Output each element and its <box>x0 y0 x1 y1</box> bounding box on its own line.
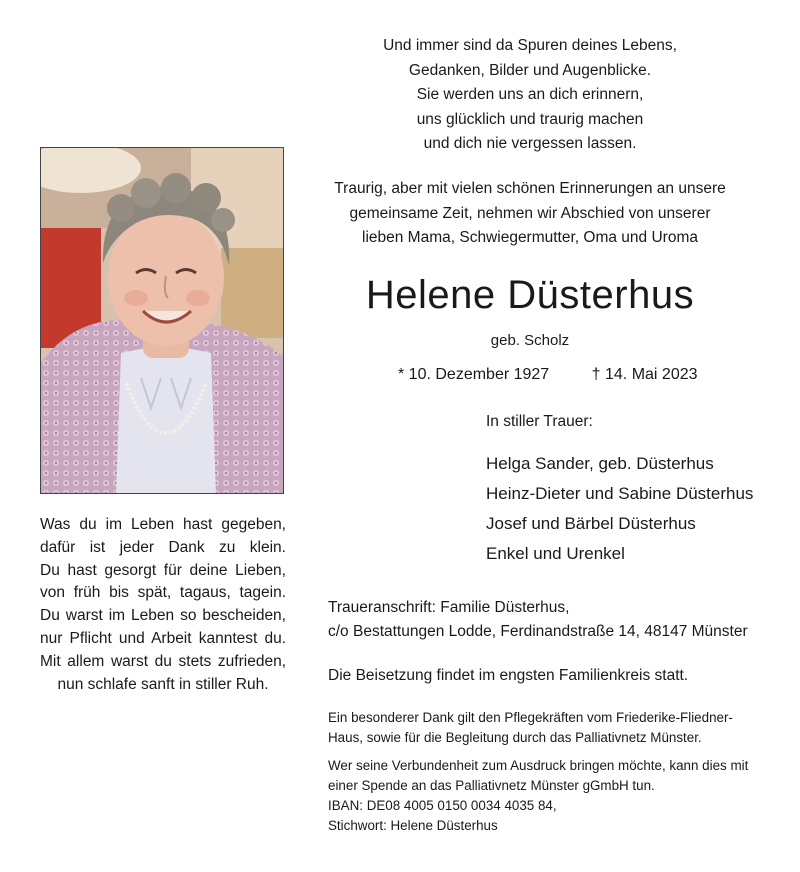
poem-line: nun schlafe sanft in stiller Ruh. <box>57 675 269 693</box>
mourner: Heinz-Dieter und Sabine Düsterhus <box>486 484 754 503</box>
thanks-line: Haus, sowie für die Begleitung durch das Palliativnetz Münster. <box>328 730 702 745</box>
intro-line: Traurig, aber mit vielen schönen Erinnerungen an unsere <box>334 180 726 197</box>
donation-line: einer Spende an das Palliativnetz Münster gGmbH tun. <box>328 778 655 793</box>
burial-notice: Die Beisetzung findet im engsten Familienkreis statt. <box>328 667 689 684</box>
mourner: Helga Sander, geb. Düsterhus <box>486 454 714 473</box>
poem-line: und dich nie vergessen lassen. <box>423 135 637 152</box>
poem-line: Du hast gesorgt für deine Lieben, <box>40 561 286 579</box>
address-line: Traueranschrift: Familie Düsterhus, <box>328 599 570 616</box>
mourner: Enkel und Urenkel <box>486 544 625 563</box>
mourning-address <box>328 596 768 643</box>
mourners-list <box>486 449 753 569</box>
intro-line: lieben Mama, Schwiegermutter, Oma und Uroma <box>362 229 698 246</box>
poem-line: Du warst im Leben so bescheiden, <box>40 607 286 625</box>
poem-line: Und immer sind da Spuren deines Lebens, <box>383 37 677 54</box>
poem-line: Was du im Leben hast gegeben, <box>40 516 286 533</box>
death-date: † 14. Mai 2023 <box>591 366 698 383</box>
portrait-photo <box>40 147 284 494</box>
portrait-illustration <box>41 148 284 494</box>
life-dates <box>398 363 718 387</box>
poem-line: Gedanken, Bilder und Augenblicke. <box>408 61 652 79</box>
address-line: c/o Bestattungen Lodde, Ferdinandstraße 14, 48147 Münster <box>328 622 748 640</box>
donation-note <box>328 756 768 836</box>
poem-line: nur Pflicht und Arbeit kanntest du. <box>40 629 286 647</box>
poem-line: Sie werden uns an dich erinnern, <box>416 86 644 103</box>
mourner: Josef und Bärbel Düsterhus <box>486 514 696 533</box>
poem-line: uns glücklich und traurig machen <box>416 110 644 128</box>
intro-line: gemeinsame Zeit, nehmen wir Abschied von unserer <box>349 204 711 222</box>
deceased-name: Helene Düsterhus <box>365 273 695 317</box>
thanks-line: Ein besonderer Dank gilt den Pflegekräften vom Friederike-Fliedner- <box>328 710 733 725</box>
memorial-poem-top <box>330 34 730 157</box>
poem-line: Mit allem warst du stets zufrieden, <box>40 652 286 670</box>
thanks-note <box>328 708 768 748</box>
birth-name: geb. Scholz <box>490 332 570 349</box>
donation-line: Wer seine Verbundenheit zum Ausdruck bringen möchte, kann dies mit <box>328 758 749 773</box>
iban: IBAN: DE08 4005 0150 0034 4035 84, <box>328 798 557 813</box>
poem-line: von früh bis spät, tagaus, tagein. <box>40 584 286 602</box>
mourning-label: In stiller Trauer: <box>486 413 593 430</box>
farewell-intro <box>320 177 740 251</box>
donation-keyword: Stichwort: Helene Düsterhus <box>328 818 498 833</box>
birth-date: * 10. Dezember 1927 <box>398 366 550 383</box>
poem-line: dafür ist jeder Dank zu klein. <box>40 538 286 556</box>
memorial-poem-left <box>40 514 286 696</box>
